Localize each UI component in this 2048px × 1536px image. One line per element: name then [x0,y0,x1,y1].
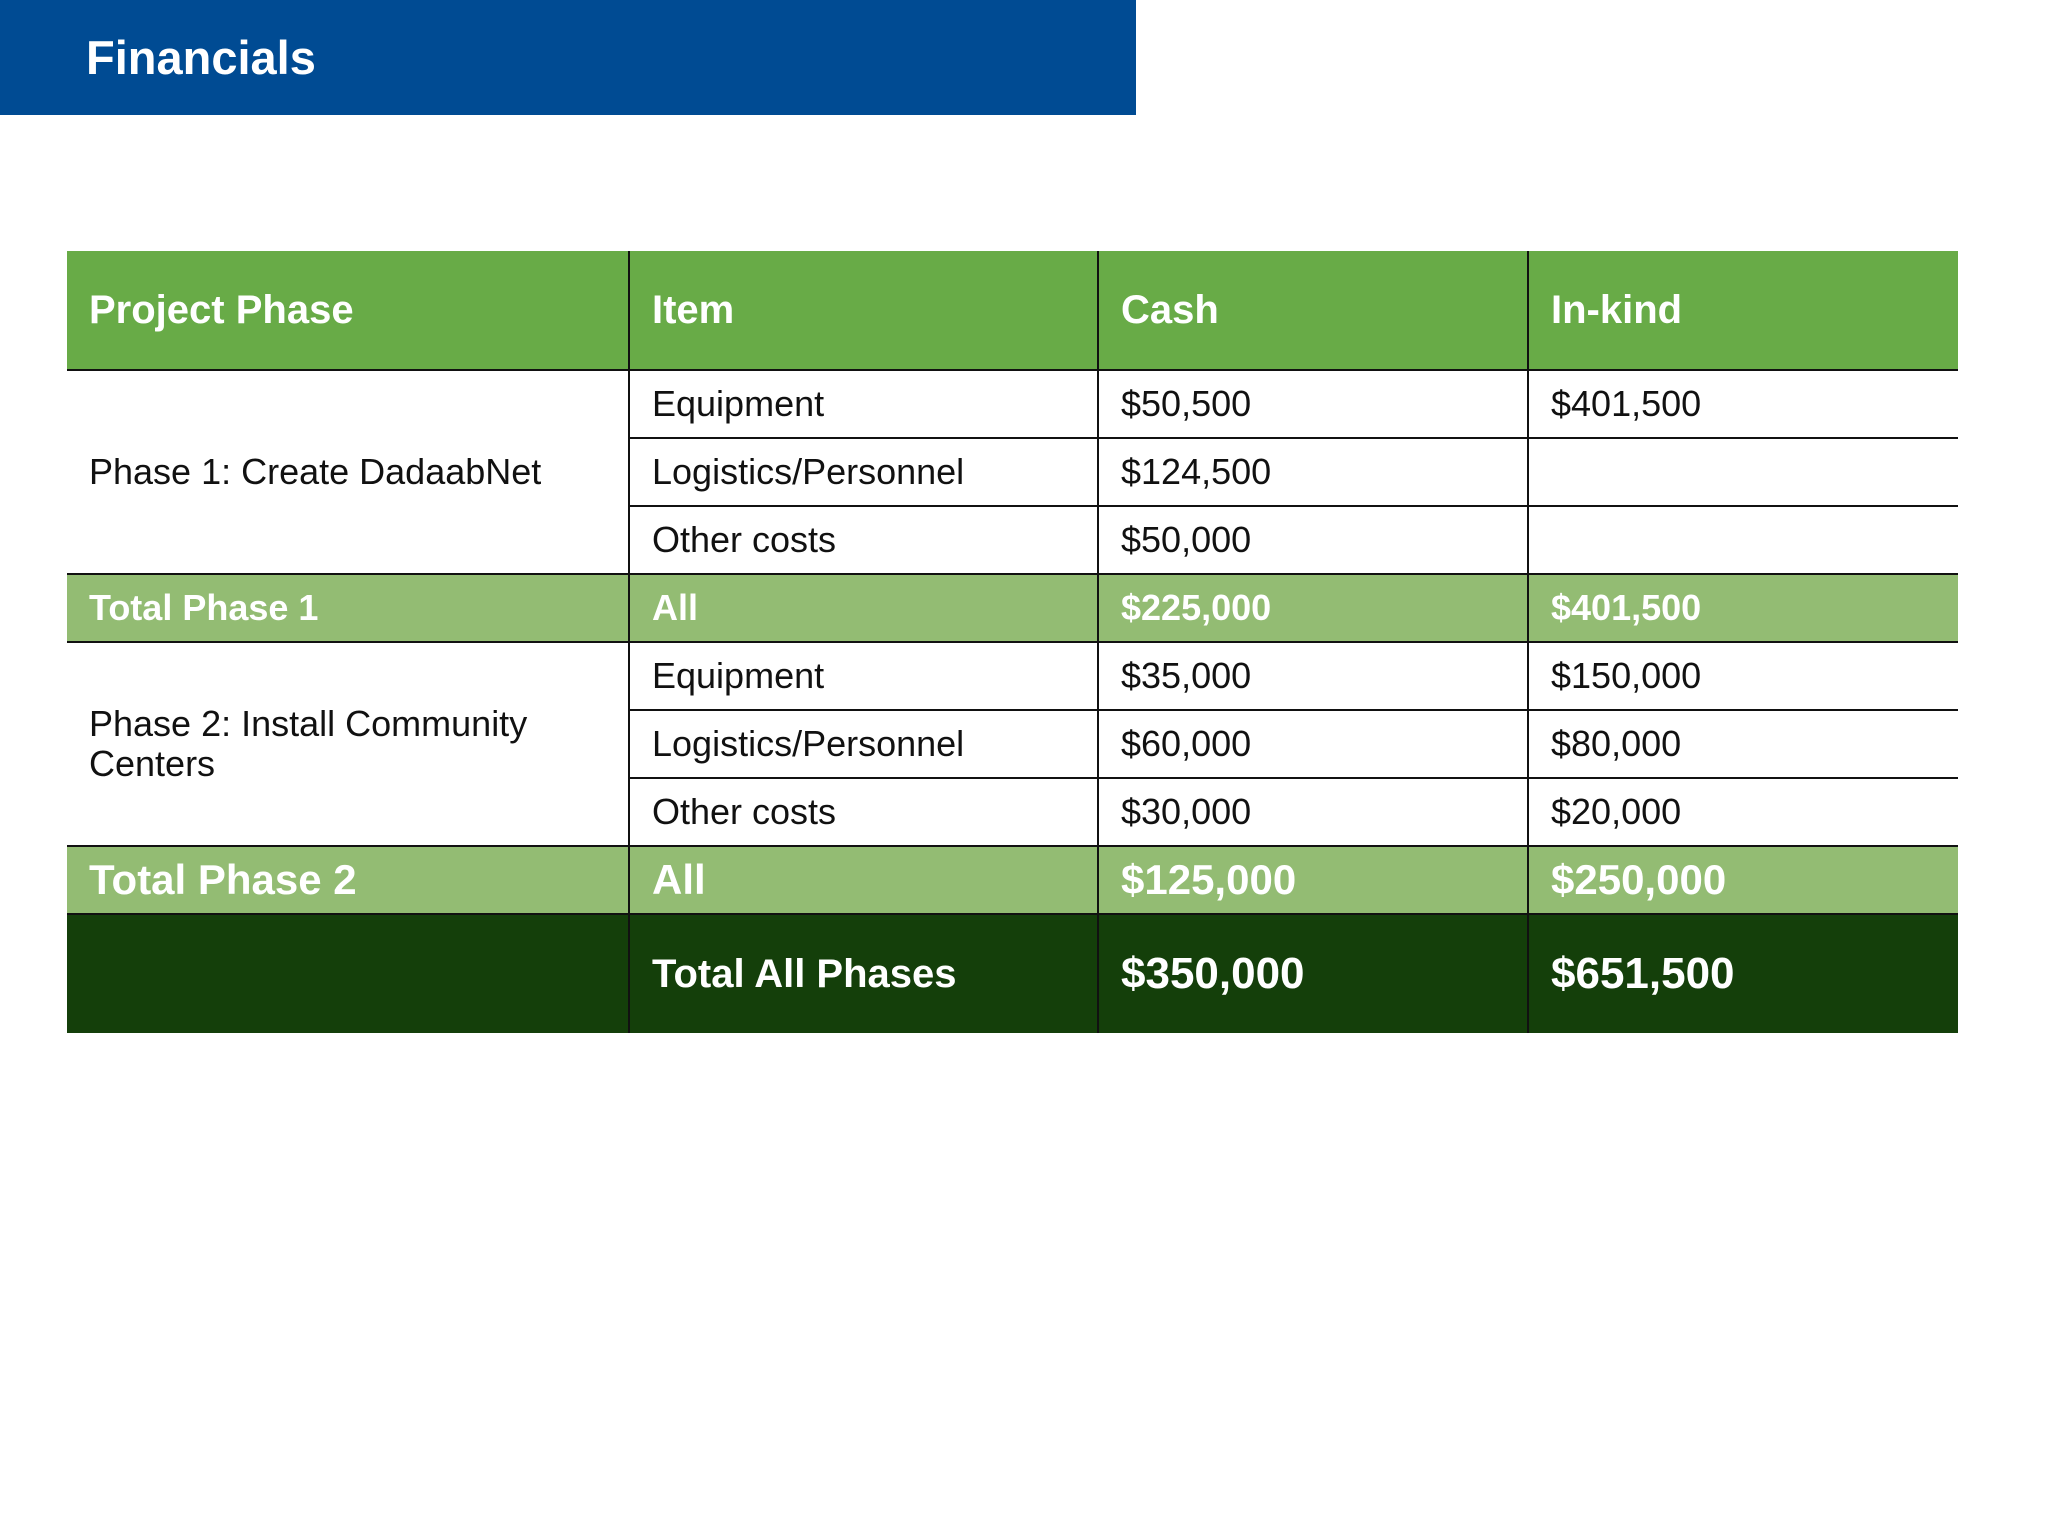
subtotal-label: Total Phase 2 [67,846,629,914]
cash-cell: $60,000 [1098,710,1528,778]
table-row [67,370,1958,438]
phase-2-label: Phase 2: Install Community Centers [67,642,629,846]
in-kind-cell: $80,000 [1528,710,1958,778]
in-kind-cell [1528,506,1958,574]
item-cell: Logistics/Personnel [629,438,1098,506]
item-cell: Equipment [629,370,1098,438]
cash-cell: $124,500 [1098,438,1528,506]
subtotal-in-kind: $401,500 [1528,574,1958,642]
subtotal-cash: $225,000 [1098,574,1528,642]
subtotal-row-phase-2 [67,846,1958,914]
header-cash: Cash [1098,251,1528,370]
in-kind-cell [1528,438,1958,506]
cash-cell: $30,000 [1098,778,1528,846]
item-cell: Logistics/Personnel [629,710,1098,778]
in-kind-cell: $150,000 [1528,642,1958,710]
header-project-phase: Project Phase [67,251,629,370]
cash-cell: $35,000 [1098,642,1528,710]
subtotal-in-kind: $250,000 [1528,846,1958,914]
cash-cell: $50,500 [1098,370,1528,438]
page-title: Financials [86,31,316,84]
financials-table [67,251,1958,1033]
header-in-kind: In-kind [1528,251,1958,370]
table-row [67,642,1958,710]
subtotal-label: Total Phase 1 [67,574,629,642]
in-kind-cell: $20,000 [1528,778,1958,846]
subtotal-cash: $125,000 [1098,846,1528,914]
table-header-row [67,251,1958,370]
grand-total-cash: $350,000 [1098,914,1528,1033]
grand-total-row [67,914,1958,1033]
cash-cell: $50,000 [1098,506,1528,574]
item-cell: Other costs [629,778,1098,846]
grand-total-phase [67,914,629,1033]
header-item: Item [629,251,1098,370]
subtotal-row-phase-1 [67,574,1958,642]
subtotal-item: All [629,846,1098,914]
phase-1-label: Phase 1: Create DadaabNet [67,370,629,574]
item-cell: Equipment [629,642,1098,710]
title-bar [0,0,1136,115]
item-cell: Other costs [629,506,1098,574]
in-kind-cell: $401,500 [1528,370,1958,438]
grand-total-label: Total All Phases [629,914,1098,1033]
subtotal-item: All [629,574,1098,642]
grand-total-in-kind: $651,500 [1528,914,1958,1033]
